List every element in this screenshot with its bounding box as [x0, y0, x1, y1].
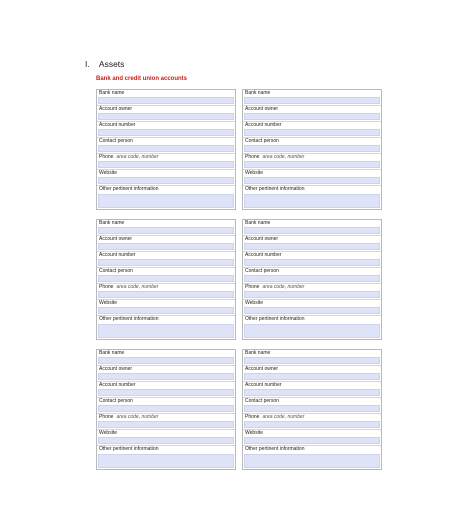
- contact-person-label: [245, 268, 279, 274]
- contact-person-input[interactable]: [244, 145, 380, 152]
- account-number-label: [245, 122, 281, 128]
- account-form-3: [96, 219, 236, 340]
- other-info-input[interactable]: [98, 454, 234, 468]
- label-text: Other pertinent information: [245, 446, 305, 452]
- phone-input[interactable]: [244, 291, 380, 298]
- website-input[interactable]: [244, 437, 380, 444]
- label-text: Phone: [245, 414, 260, 420]
- website-label: [245, 430, 263, 436]
- bank-name-field: [97, 220, 235, 236]
- label-text: Other pertinent information: [99, 316, 159, 322]
- other-info-field: [97, 186, 235, 209]
- bank-name-input[interactable]: [98, 97, 234, 104]
- bank-name-label: [245, 350, 270, 356]
- phone-field: [97, 414, 235, 430]
- phone-field: [97, 154, 235, 170]
- bank-name-label: [99, 350, 124, 356]
- label-text: Contact person: [245, 138, 279, 144]
- label-text: Contact person: [245, 398, 279, 404]
- label-text: Account number: [99, 252, 136, 258]
- website-input[interactable]: [98, 177, 234, 184]
- contact-person-label: [245, 138, 279, 144]
- phone-input[interactable]: [98, 291, 234, 298]
- account-form-2: [242, 89, 382, 210]
- account-number-input[interactable]: [98, 129, 234, 136]
- account-number-field: [97, 382, 235, 398]
- contact-person-field: [97, 398, 235, 414]
- bank-name-label: [245, 220, 270, 226]
- label-text: Account owner: [245, 236, 279, 242]
- label-text: Bank name: [99, 90, 125, 96]
- phone-input[interactable]: [98, 161, 234, 168]
- phone-hint: area code, number: [262, 414, 305, 420]
- bank-name-label: [245, 90, 270, 96]
- bank-name-input[interactable]: [98, 357, 234, 364]
- label-text: Phone: [245, 154, 260, 160]
- phone-field: [243, 414, 381, 430]
- label-text: Contact person: [99, 398, 133, 404]
- label-text: Contact person: [99, 268, 133, 274]
- account-owner-label: [99, 236, 132, 242]
- account-form-1: [96, 89, 236, 210]
- other-info-field: [97, 316, 235, 339]
- label-text: Other pertinent information: [245, 186, 305, 192]
- other-info-input[interactable]: [244, 324, 380, 338]
- contact-person-field: [243, 268, 381, 284]
- phone-input[interactable]: [244, 421, 380, 428]
- account-owner-label: [245, 366, 278, 372]
- website-field: [243, 430, 381, 446]
- contact-person-field: [243, 398, 381, 414]
- label-text: Phone: [99, 154, 114, 160]
- website-field: [243, 170, 381, 186]
- label-text: Account number: [245, 122, 282, 128]
- account-number-input[interactable]: [244, 259, 380, 266]
- website-input[interactable]: [244, 307, 380, 314]
- contact-person-label: [245, 398, 279, 404]
- account-owner-field: [243, 236, 381, 252]
- contact-person-label: [99, 398, 133, 404]
- phone-hint: area code, number: [116, 414, 159, 420]
- label-text: Other pertinent information: [245, 316, 305, 322]
- account-number-label: [99, 122, 135, 128]
- other-info-input[interactable]: [244, 194, 380, 208]
- label-text: Other pertinent information: [99, 446, 159, 452]
- account-owner-field: [97, 106, 235, 122]
- account-number-field: [243, 382, 381, 398]
- label-text: Website: [245, 170, 263, 176]
- account-form-5: [96, 349, 236, 470]
- phone-field: [243, 154, 381, 170]
- phone-label: [99, 284, 158, 290]
- account-number-label: [245, 252, 281, 258]
- label-text: Account number: [245, 382, 282, 388]
- account-number-input[interactable]: [98, 389, 234, 396]
- label-text: Bank name: [245, 220, 271, 226]
- other-info-label: [99, 316, 158, 322]
- label-text: Bank name: [245, 350, 271, 356]
- section-title: Assets: [98, 59, 125, 69]
- other-info-label: [99, 446, 158, 452]
- contact-person-input[interactable]: [244, 275, 380, 282]
- contact-person-field: [97, 268, 235, 284]
- other-info-label: [245, 316, 304, 322]
- bank-name-field: [97, 90, 235, 106]
- other-info-input[interactable]: [98, 324, 234, 338]
- website-field: [97, 430, 235, 446]
- label-text: Account owner: [245, 106, 279, 112]
- account-number-field: [97, 122, 235, 138]
- account-number-field: [243, 122, 381, 138]
- label-text: Website: [245, 300, 263, 306]
- bank-name-field: [97, 350, 235, 366]
- label-text: Contact person: [245, 268, 279, 274]
- label-text: Account owner: [99, 106, 133, 112]
- label-text: Contact person: [99, 138, 133, 144]
- bank-name-field: [243, 90, 381, 106]
- phone-field: [243, 284, 381, 300]
- account-owner-label: [245, 236, 278, 242]
- contact-person-label: [99, 138, 133, 144]
- website-label: [245, 300, 263, 306]
- account-owner-input[interactable]: [244, 113, 380, 120]
- account-owner-input[interactable]: [98, 243, 234, 250]
- website-label: [99, 300, 117, 306]
- account-owner-field: [97, 366, 235, 382]
- other-info-input[interactable]: [244, 454, 380, 468]
- account-owner-input[interactable]: [98, 373, 234, 380]
- label-text: Website: [99, 300, 117, 306]
- phone-label: [99, 154, 158, 160]
- other-info-field: [97, 446, 235, 469]
- website-label: [245, 170, 263, 176]
- bank-name-label: [99, 90, 124, 96]
- account-owner-label: [99, 106, 132, 112]
- contact-person-label: [99, 268, 133, 274]
- contact-person-input[interactable]: [244, 405, 380, 412]
- phone-hint: area code, number: [262, 284, 305, 290]
- label-text: Account number: [99, 122, 136, 128]
- bank-name-field: [243, 350, 381, 366]
- phone-hint: area code, number: [262, 154, 305, 160]
- contact-person-input[interactable]: [98, 275, 234, 282]
- other-info-field: [243, 446, 381, 469]
- phone-label: [245, 284, 304, 290]
- bank-name-input[interactable]: [244, 227, 380, 234]
- other-info-input[interactable]: [98, 194, 234, 208]
- account-number-label: [99, 382, 135, 388]
- account-owner-field: [243, 366, 381, 382]
- label-text: Account owner: [99, 366, 133, 372]
- label-text: Bank name: [99, 350, 125, 356]
- account-owner-field: [97, 236, 235, 252]
- website-label: [99, 430, 117, 436]
- contact-person-input[interactable]: [98, 405, 234, 412]
- bank-name-label: [99, 220, 124, 226]
- subsection-title: Bank and credit union accounts: [96, 76, 188, 82]
- phone-label: [99, 414, 158, 420]
- label-text: Website: [99, 170, 117, 176]
- section-number: I.: [85, 59, 90, 69]
- label-text: Bank name: [99, 220, 125, 226]
- label-text: Phone: [99, 414, 114, 420]
- label-text: Website: [99, 430, 117, 436]
- account-owner-input[interactable]: [98, 113, 234, 120]
- website-input[interactable]: [98, 307, 234, 314]
- website-label: [99, 170, 117, 176]
- account-number-input[interactable]: [244, 129, 380, 136]
- other-info-label: [99, 186, 158, 192]
- account-owner-input[interactable]: [244, 243, 380, 250]
- account-number-label: [99, 252, 135, 258]
- contact-person-input[interactable]: [98, 145, 234, 152]
- label-text: Account owner: [245, 366, 279, 372]
- account-number-input[interactable]: [244, 389, 380, 396]
- other-info-field: [243, 316, 381, 339]
- website-field: [243, 300, 381, 316]
- account-number-input[interactable]: [98, 259, 234, 266]
- phone-field: [97, 284, 235, 300]
- account-number-field: [243, 252, 381, 268]
- account-form-6: [242, 349, 382, 470]
- other-info-field: [243, 186, 381, 209]
- label-text: Phone: [99, 284, 114, 290]
- account-owner-label: [99, 366, 132, 372]
- website-input[interactable]: [244, 177, 380, 184]
- label-text: Phone: [245, 284, 260, 290]
- phone-label: [245, 414, 304, 420]
- contact-person-field: [243, 138, 381, 154]
- bank-name-input[interactable]: [244, 357, 380, 364]
- phone-hint: area code, number: [116, 284, 159, 290]
- website-field: [97, 300, 235, 316]
- other-info-label: [245, 186, 304, 192]
- account-form-4: [242, 219, 382, 340]
- account-number-label: [245, 382, 281, 388]
- label-text: Account number: [245, 252, 282, 258]
- phone-hint: area code, number: [116, 154, 159, 160]
- label-text: Bank name: [245, 90, 271, 96]
- phone-label: [245, 154, 304, 160]
- bank-name-field: [243, 220, 381, 236]
- contact-person-field: [97, 138, 235, 154]
- bank-name-input[interactable]: [244, 97, 380, 104]
- account-owner-label: [245, 106, 278, 112]
- website-input[interactable]: [98, 437, 234, 444]
- label-text: Other pertinent information: [99, 186, 159, 192]
- bank-name-input[interactable]: [98, 227, 234, 234]
- account-owner-input[interactable]: [244, 373, 380, 380]
- section-heading: [85, 59, 124, 69]
- phone-input[interactable]: [98, 421, 234, 428]
- phone-input[interactable]: [244, 161, 380, 168]
- label-text: Account number: [99, 382, 136, 388]
- account-owner-field: [243, 106, 381, 122]
- label-text: Account owner: [99, 236, 133, 242]
- other-info-label: [245, 446, 304, 452]
- website-field: [97, 170, 235, 186]
- label-text: Website: [245, 430, 263, 436]
- account-number-field: [97, 252, 235, 268]
